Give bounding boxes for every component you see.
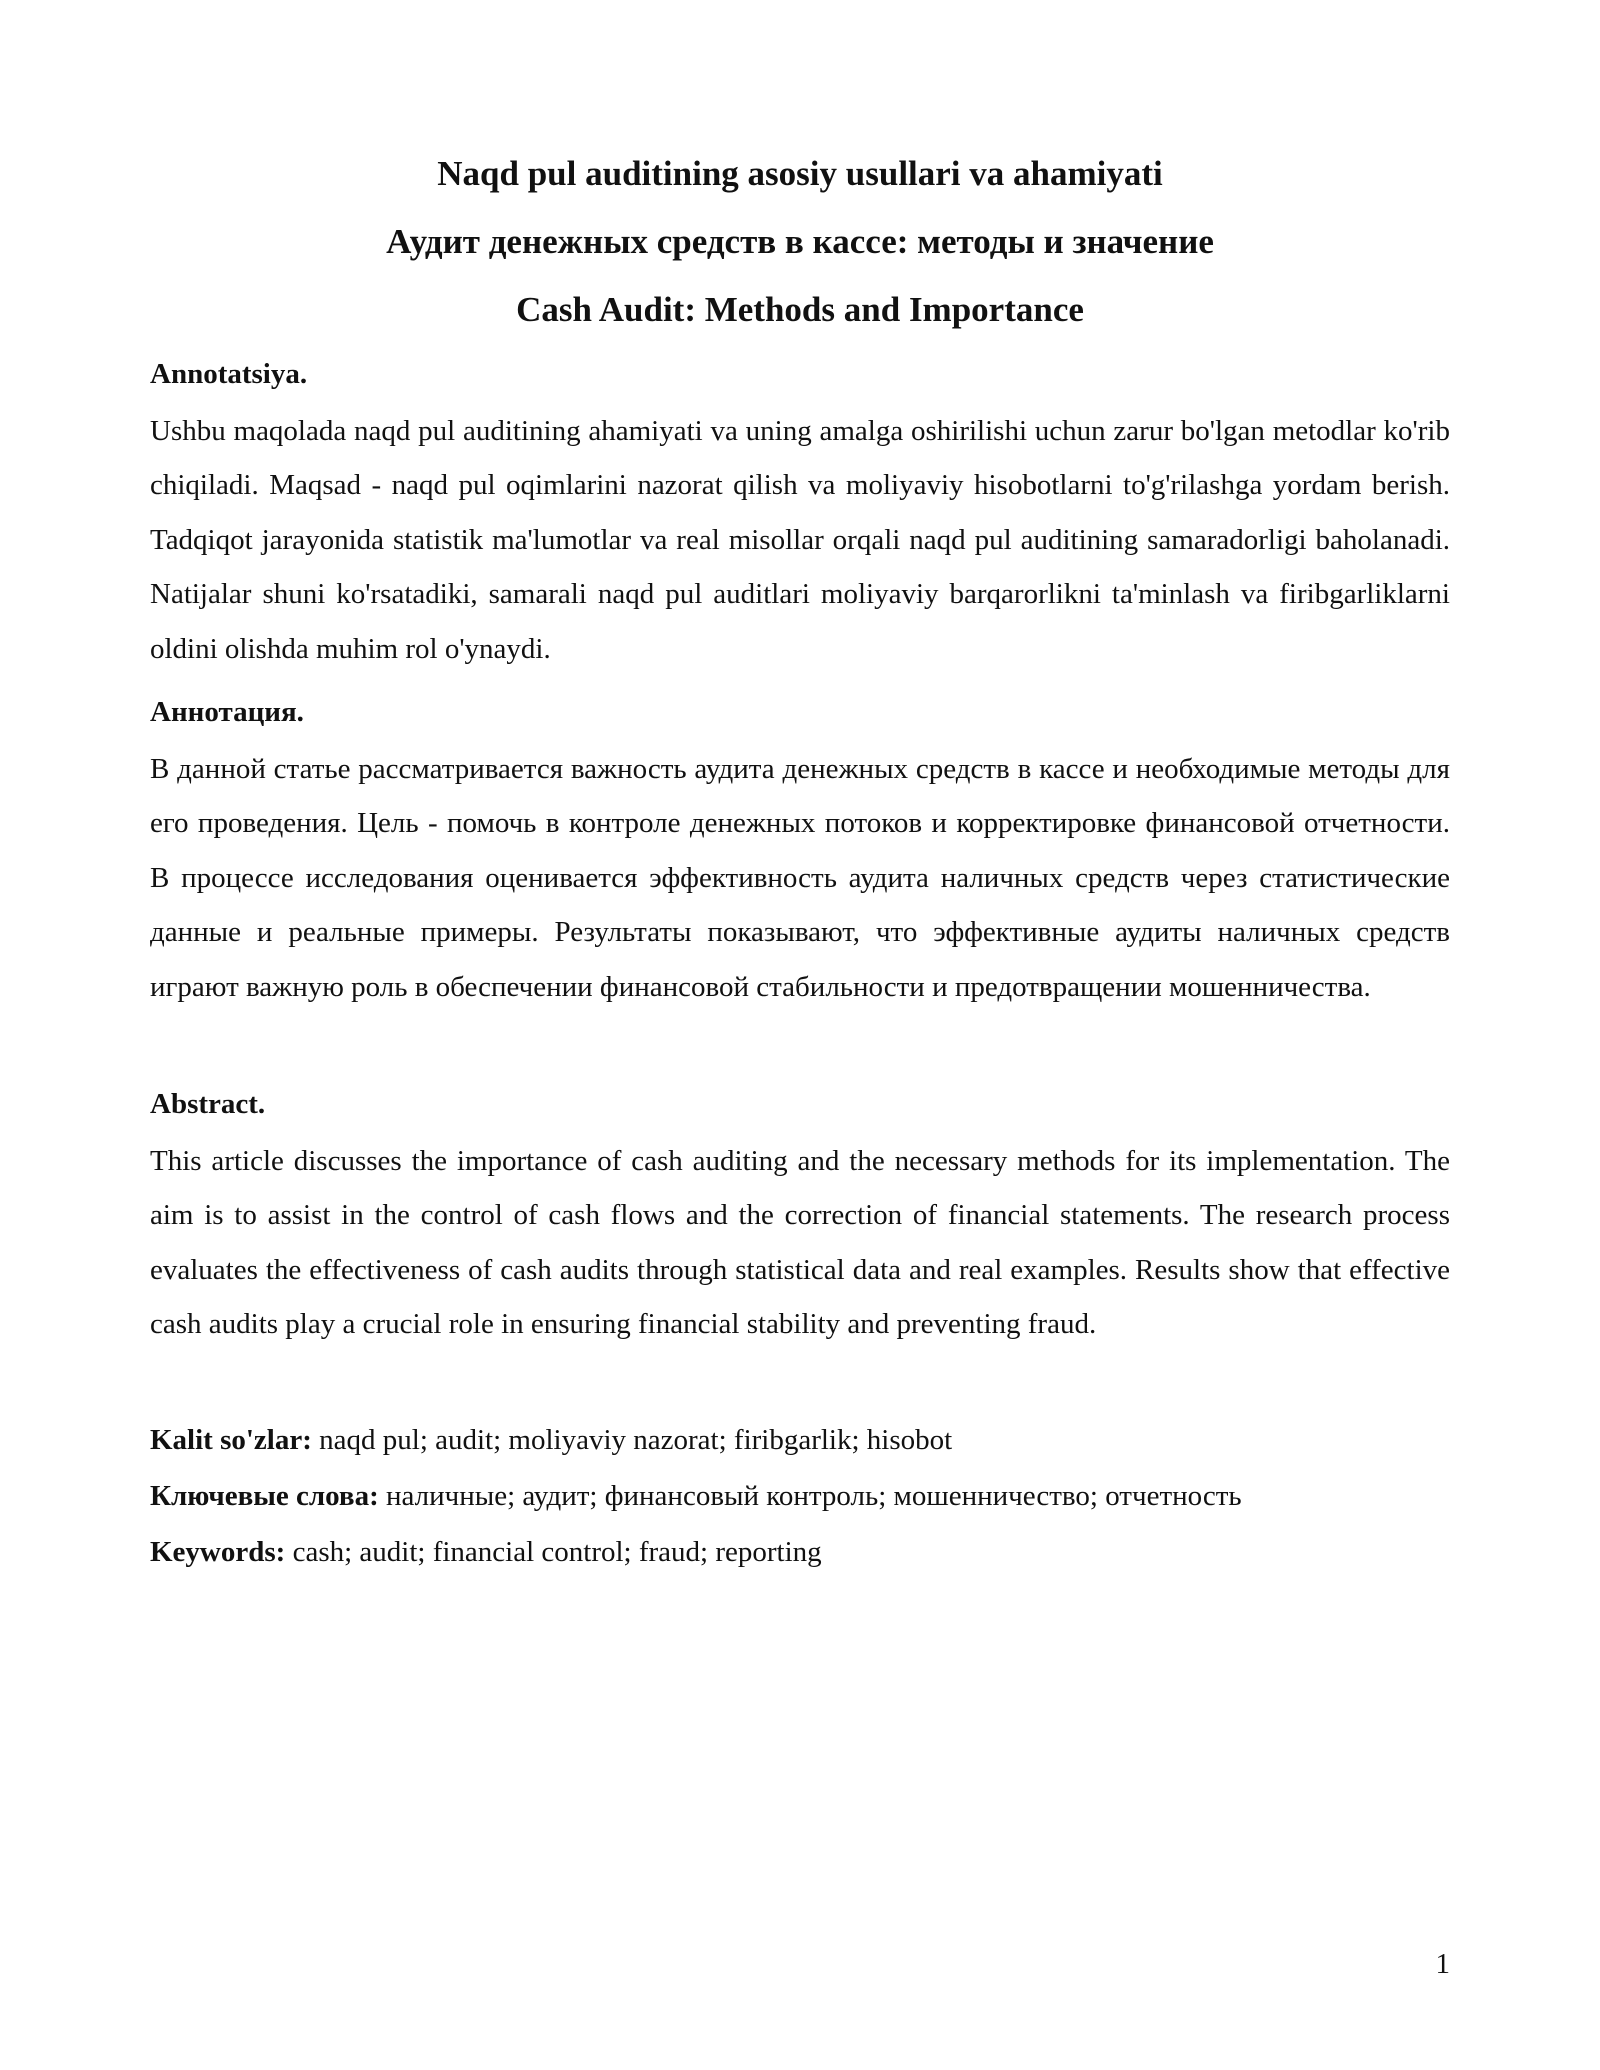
annotation-russian-section	[150, 692, 1450, 1014]
annotation-uzbek-body: Ushbu maqolada naqd pul auditining ahamiyati va uning amalga oshirilishi uchun zarur bo'lgan metodlar ko'rib chiqiladi. Maqsad - naqd pul oqimlarini nazorat qilish va moliyaviy hisobotlarni to'g'rilashga yordam berish. Tadqiqot jarayonida statistik ma'lumotlar va real misollar orqali naqd pul auditining samaradorligi baholanadi. Natijalar shuni ko'rsatadiki, samarali naqd pul auditlari moliyaviy barqarorlikni ta'minlash va firibgarliklarni oldini olishda muhim rol o'ynaydi.	[150, 415, 1450, 665]
abstract-english-body: This article discusses the importance of cash auditing and the necessary methods for its implementation. The aim is to assist in the control of cash flows and the correction of financial statements. The research process evaluates the effectiveness of cash audits through statistical data and real examples. Results show that effective cash audits play a crucial role in ensuring financial stability and preventing fraud.	[150, 1145, 1450, 1341]
title-uzbek: Naqd pul auditining asosiy usullari va ahamiyati	[437, 154, 1163, 193]
abstract-english-heading: Abstract.	[150, 1088, 266, 1120]
keywords-english-value: cash; audit; financial control; fraud; reporting	[285, 1536, 822, 1568]
keywords-uzbek	[150, 1420, 1450, 1460]
keywords-russian	[150, 1476, 1450, 1516]
title-russian: Аудит денежных средств в кассе: методы и значение	[386, 222, 1214, 261]
abstract-english-section	[150, 1084, 1450, 1352]
keywords-english-label: Keywords:	[150, 1536, 286, 1568]
annotation-russian-body: В данной статье рассматривается важность аудита денежных средств в кассе и необходимые методы для его проведения. Цель - помочь в контроле денежных потоков и корректировке финансовой отчетности. В процессе исследования оценивается эффективность аудита наличных средств через статистические данные и реальные примеры. Результаты показывают, что эффективные аудиты наличных средств играют важную роль в обеспечении финансовой стабильности и предотвращении мошенничества.	[150, 753, 1450, 1003]
page-number: 1	[1435, 1948, 1450, 1980]
paper-page	[150, 0, 1450, 2070]
keywords-uzbek-label: Kalit so'zlar:	[150, 1424, 312, 1456]
keywords-russian-value: наличные; аудит; финансовый контроль; мошенничество; отчетность	[378, 1480, 1242, 1512]
title-english: Cash Audit: Methods and Importance	[516, 290, 1084, 329]
annotation-uzbek-section	[150, 354, 1450, 676]
title-block	[150, 140, 1450, 344]
keywords-russian-label: Ключевые слова:	[150, 1480, 379, 1512]
annotation-uzbek-heading: Annotatsiya.	[150, 358, 308, 390]
keywords-uzbek-value: naqd pul; audit; moliyaviy nazorat; firibgarlik; hisobot	[311, 1424, 953, 1456]
keywords-english	[150, 1532, 1450, 1572]
annotation-russian-heading: Аннотация.	[150, 696, 304, 728]
